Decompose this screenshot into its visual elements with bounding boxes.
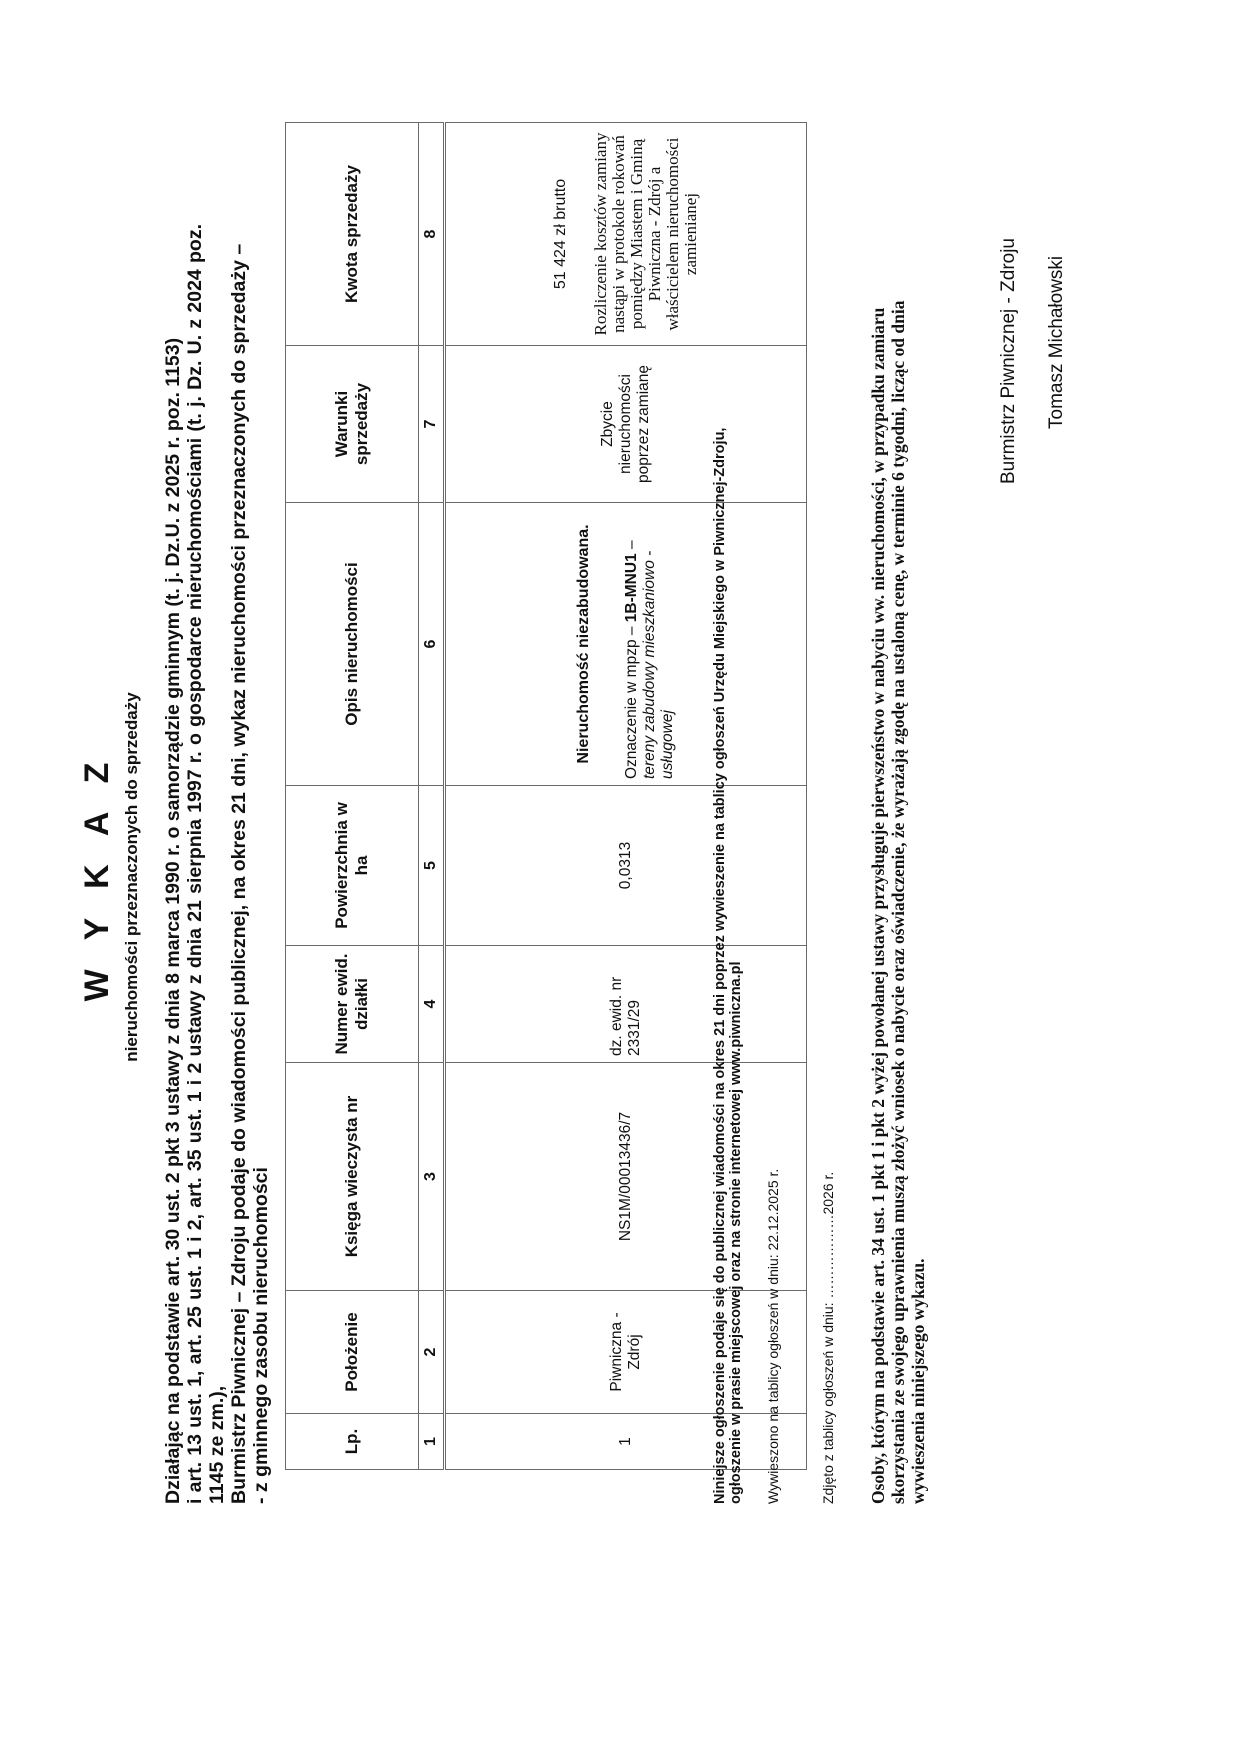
column-number: 1 (419, 1414, 445, 1470)
removed-date: Zdjęto z tablicy ogłoszeń w dniu: ………………2026 r. (820, 1171, 836, 1504)
opis-prefix: Oznaczenie w mpzp – (623, 622, 640, 779)
posted-date: Wywieszono na tablicy ogłoszeń w dniu: 22.12.2025 r. (765, 1168, 781, 1504)
column-number: 8 (419, 123, 445, 346)
cell-lp: 1 (445, 1414, 807, 1470)
cell-kwota (445, 123, 807, 346)
legal-basis-paragraph (162, 224, 272, 1504)
publication-line: ogłoszenie w prasie miejscowej oraz na stronie internetowej www.piwniczna.pl (728, 961, 744, 1504)
sale-amount-note: Rozliczenie kosztów zamiany nastąpi w protokole rokowań pomiędzy Miastem i Gminą Piwniczna - Zdrój a właścicielem nieruchomości zamienianej (591, 132, 700, 336)
document-title: W Y K A Z (78, 752, 116, 1002)
publication-notice (712, 304, 744, 1504)
signature-title: Burmistrz Piwnicznej - Zdroju (998, 238, 1019, 484)
cell-ksiega: NS1M/00013436/7 (445, 1063, 807, 1291)
intro-line: Działając na podstawie art. 30 ust. 2 pkt 3 ustawy z dnia 8 marca 1990 r. o samorządzie gminnym (t. j. Dz.U. z 2025 r. poz. 1153) (162, 337, 184, 1504)
cell-powierzchnia: 0,0313 (445, 786, 807, 946)
sale-amount: 51 424 zł brutto (552, 178, 569, 290)
table-row (445, 123, 807, 1470)
header-opis: Opis nieruchomości (286, 503, 419, 786)
header-numer: Numer ewid. działki (286, 946, 419, 1063)
document-subtitle: nieruchomości przeznaczonych do sprzedaży (122, 692, 141, 1062)
header-polozenie: Położenie (286, 1291, 419, 1414)
cell-opis (445, 503, 807, 786)
column-number: 5 (419, 786, 445, 946)
column-number: 7 (419, 346, 445, 503)
opis-symbol: 1B-MNU1 (623, 553, 640, 623)
cell-warunki: Zbycie nieruchomości poprzez zamianę (445, 346, 807, 503)
column-number: 4 (419, 946, 445, 1063)
header-warunki: Warunki sprzedaży (286, 346, 419, 503)
opis-dash: – (623, 540, 640, 554)
header-ksiega: Księga wieczysta nr (286, 1063, 419, 1291)
intro-line: Burmistrz Piwnicznej – Zdroju podaje do wiadomości publicznej, na okres 21 dni, wykaz nieruchomości przeznaczonych do sprzedaży – (228, 243, 250, 1504)
signature-name: Tomasz Michałowski (1046, 255, 1067, 429)
column-number: 2 (419, 1291, 445, 1414)
cell-numer: dz. ewid. nr 2331/29 (445, 946, 807, 1063)
publication-line: Niniejsze ogłoszenie podaje się do publicznej wiadomości na okres 21 dni poprzez wywieszenie na tablicy ogłoszeń Urzędu Miejskiego w Piwnicznej-Zdroju, (712, 427, 728, 1504)
opis-heading: Nieruchomość niezabudowana. (575, 524, 592, 764)
table-header-row (286, 123, 419, 1470)
opis-zoning-description: tereny zabudowy mieszkaniowo - usługowej (641, 550, 676, 779)
cell-polozenie: Piwniczna - Zdrój (445, 1291, 807, 1414)
intro-line: - z gminnego zasobu nieruchomości (250, 1167, 272, 1504)
header-lp: Lp. (286, 1414, 419, 1470)
column-number: 3 (419, 1063, 445, 1291)
intro-line: i art. 13 ust. 1, art. 25 ust. 1 i 2, art. 35 ust. 1 i 2 ustawy z dnia 21 sierpnia 1997 r. o gospodarce nieruchomościami (t. j. Dz. U. z 2024 poz. 1145 ze zm.), (184, 224, 228, 1504)
column-number: 6 (419, 503, 445, 786)
header-kwota: Kwota sprzedaży (286, 123, 419, 346)
opis-zoning (623, 509, 677, 779)
column-number-row (419, 123, 445, 1470)
header-powierzchnia: Powierzchnia w ha (286, 786, 419, 946)
priority-notice: Osoby, którym na podstawie art. 34 ust. 1 pkt 1 i pkt 2 wyżej powołanej ustawy przysługuje pierwszeństwo w nabyciu ww. nieruchomości, w przypadku zamiaru skorzystania ze swojego uprawnienia muszą złożyć wniosek o nabycie oraz oświadczenie, że wyrażają zgodę na ustaloną cenę, w terminie 6 tygodni, licząc od dnia wywieszenia niniejszego wykazu. (868, 300, 928, 1504)
